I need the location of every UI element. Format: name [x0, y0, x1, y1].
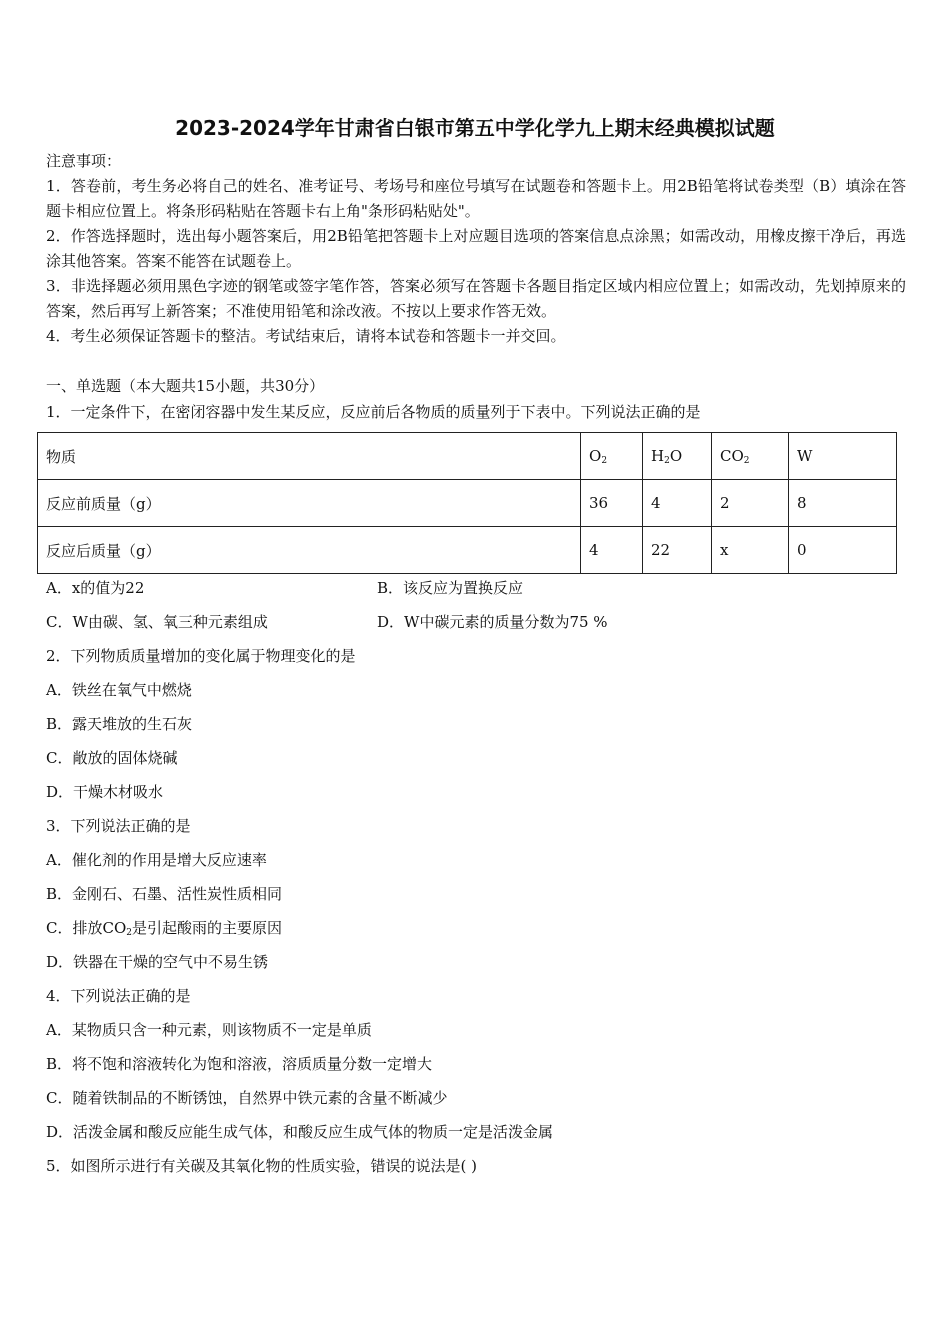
table-cell: 反应前质量（g）	[38, 480, 581, 527]
mass-table	[37, 432, 897, 574]
table-cell: $CO_2$	[712, 433, 789, 480]
question-2-stem: 2．下列物质质量增加的变化属于物理变化的是	[46, 647, 356, 665]
option-a: A．铁丝在氧气中燃烧	[46, 681, 192, 699]
notice-item: 3．非选择题必须用黑色字迹的钢笔或签字笔作答，答案必须写在答题卡各题目指定区域内相应位置上；如需改动，先划掉原来的答案，然后再写上新答案；不准使用铅笔和涂改液。不按以上要求作答无效。	[46, 277, 906, 320]
question-5-stem: 5．如图所示进行有关碳及其氧化物的性质实验，错误的说法是( )	[46, 1157, 478, 1175]
option-b: B．金刚石、石墨、活性炭性质相同	[46, 885, 283, 903]
table-cell: 22	[643, 527, 712, 574]
table-cell: 反应后质量（g）	[38, 527, 581, 574]
table-cell: 8	[789, 480, 897, 527]
option-a: A．催化剂的作用是增大反应速率	[46, 851, 267, 869]
table-cell: 2	[712, 480, 789, 527]
notice-heading: 注意事项：	[46, 152, 122, 170]
notice-item: 2．作答选择题时，选出每小题答案后，用2B铅笔把答题卡上对应题目选项的答案信息点涂黑；如需改动，用橡皮擦干净后，再选涂其他答案。答案不能答在试题卷上。	[46, 227, 906, 270]
table-header-row	[38, 433, 897, 480]
notice-item: 1．答卷前，考生务必将自己的姓名、准考证号、考场号和座位号填写在试题卷和答题卡上。用2B铅笔将试卷类型（B）填涂在答题卡相应位置上。将条形码粘贴在答题卡右上角"条形码粘贴处"。	[46, 177, 906, 220]
option-a: A．x的值为22	[46, 579, 145, 597]
question-4-stem: 4．下列说法正确的是	[46, 987, 191, 1005]
table-row	[38, 480, 897, 527]
question-1-stem: 1．一定条件下，在密闭容器中发生某反应，反应前后各物质的质量列于下表中。下列说法正确的是	[46, 403, 701, 421]
table-cell: 物质	[38, 433, 581, 480]
question-1-options	[46, 571, 906, 639]
option-c: C．随着铁制品的不断锈蚀，自然界中铁元素的含量不断减少	[46, 1089, 448, 1107]
option-b: B．该反应为置换反应	[377, 579, 524, 597]
option-d: D．W中碳元素的质量分数为75 %	[377, 613, 608, 631]
option-b: B．将不饱和溶液转化为饱和溶液，溶质质量分数一定增大	[46, 1055, 433, 1073]
notice-block	[46, 149, 906, 349]
question-3-stem: 3．下列说法正确的是	[46, 817, 191, 835]
table-cell: W	[789, 433, 897, 480]
option-a: A．某物质只含一种元素，则该物质不一定是单质	[46, 1021, 372, 1039]
section-heading: 一、单选题（本大题共15小题，共30分）	[46, 377, 325, 395]
page-title: 2023-2024学年甘肃省白银市第五中学化学九上期末经典模拟试题	[175, 116, 775, 140]
option-d: D．活泼金属和酸反应能生成气体，和酸反应生成气体的物质一定是活泼金属	[46, 1123, 554, 1141]
notice-item: 4．考生必须保证答题卡的整洁。考试结束后，请将本试卷和答题卡一并交回。	[46, 327, 566, 345]
option-c: C．排放$CO_2$是引起酸雨的主要原因	[46, 919, 283, 938]
option-c: C．敞放的固体烧碱	[46, 749, 178, 767]
option-b: B．露天堆放的生石灰	[46, 715, 193, 733]
table-cell: $O_2$	[581, 433, 643, 480]
table-cell: x	[712, 527, 789, 574]
table-cell: 0	[789, 527, 897, 574]
table-cell: 4	[581, 527, 643, 574]
table-cell: 36	[581, 480, 643, 527]
option-d: D．铁器在干燥的空气中不易生锈	[46, 953, 269, 971]
option-c: C．W由碳、氢、氧三种元素组成	[46, 613, 268, 631]
table-cell: $H_2O$	[643, 433, 712, 480]
table-row	[38, 527, 897, 574]
table-cell: 4	[643, 480, 712, 527]
option-d: D．干燥木材吸水	[46, 783, 164, 801]
